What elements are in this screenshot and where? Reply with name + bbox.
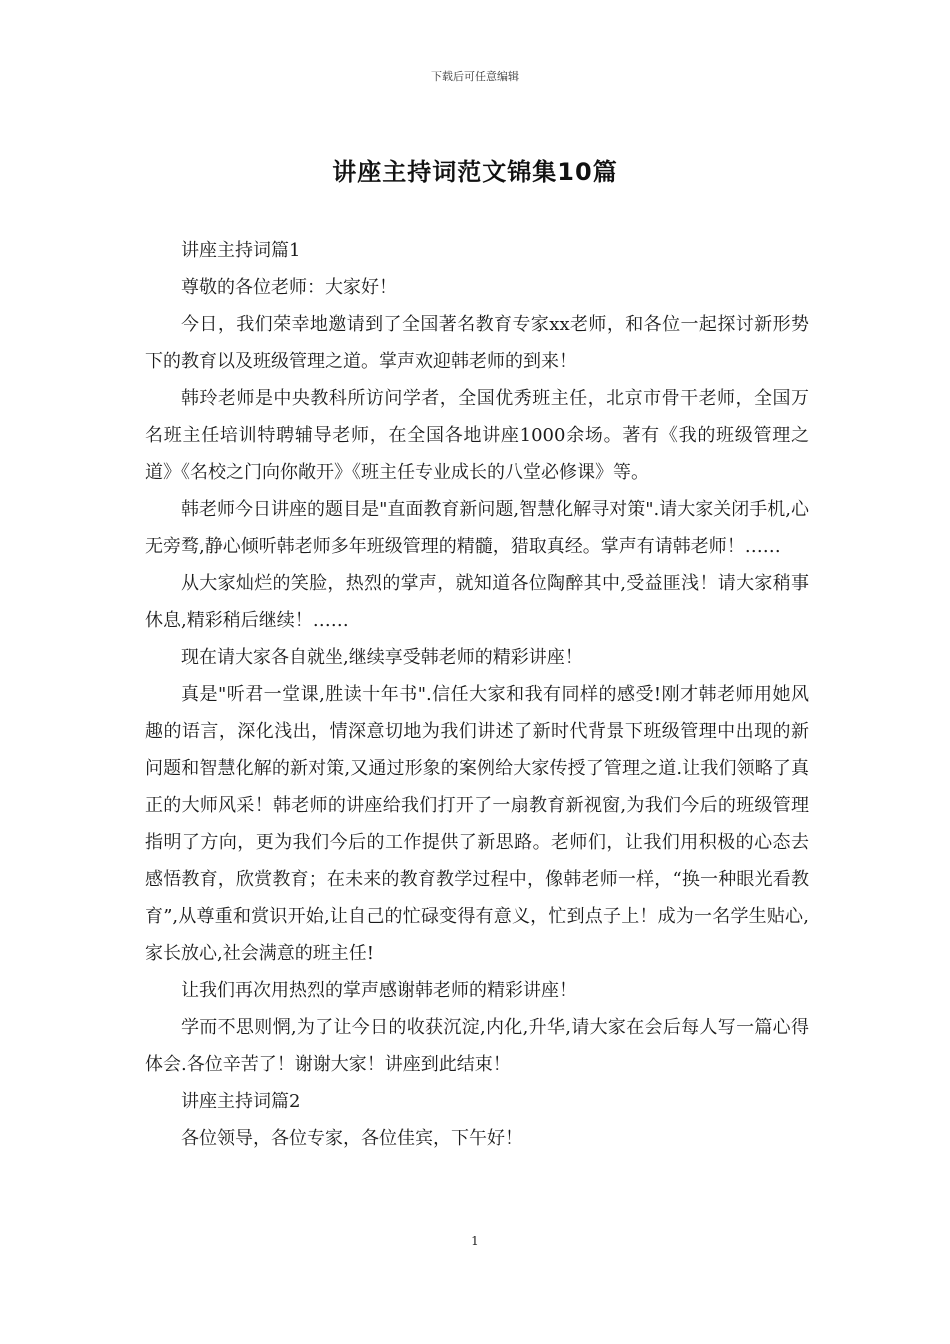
paragraph: 让我们再次用热烈的掌声感谢韩老师的精彩讲座！ bbox=[181, 980, 577, 1001]
paragraph: 学而不思则惘,为了让今日的收获沉淀,内化,升华,请大家在会后每人写一篇心得体会.各位辛苦了！谢谢大家！讲座到此结束！ bbox=[145, 1017, 809, 1075]
paragraph: 韩玲老师是中央教科所访问学者，全国优秀班主任，北京市骨干老师，全国万名班主任培训特聘辅导老师，在全国各地讲座1000余场。著有《我的班级管理之道》《名校之门向你敞开》《班主任专业成长的八堂必修课》等。 bbox=[145, 388, 809, 483]
section-heading: 讲座主持词篇1 bbox=[181, 240, 301, 261]
paragraph: 尊敬的各位老师：大家好！ bbox=[181, 277, 397, 298]
paragraph: 今日，我们荣幸地邀请到了全国著名教育专家xx老师，和各位一起探讨新形势下的教育以及班级管理之道。掌声欢迎韩老师的到来！ bbox=[145, 314, 809, 372]
document-title: 讲座主持词范文锦集10篇 bbox=[332, 158, 618, 186]
paragraph: 现在请大家各自就坐,继续享受韩老师的精彩讲座！ bbox=[181, 647, 583, 668]
paragraph: 从大家灿烂的笑脸，热烈的掌声，就知道各位陶醉其中,受益匪浅！请大家稍事休息,精彩稍后继续！…… bbox=[145, 573, 809, 631]
paragraph: 真是"听君一堂课,胜读十年书".信任大家和我有同样的感受!刚才韩老师用她风趣的语言，深化浅出，情深意切地为我们讲述了新时代背景下班级管理中出现的新问题和智慧化解的新对策,又通过形象的案例给大家传授了管理之道.让我们领略了真正的大师风采！韩老师的讲座给我们打开了一扇教育新视窗,为我们今后的班级管理指明了方向，更为我们今后的工作提供了新思路。老师们，让我们用积极的心态去感悟教育，欣赏教育；在未来的教育教学过程中，像韩老师一样，“换一种眼光看教育”,从尊重和赏识开始,让自己的忙碌变得有意义，忙到点子上！成为一名学生贴心,家长放心,社会满意的班主任! bbox=[145, 684, 809, 964]
document-body bbox=[145, 232, 809, 1157]
section-heading: 讲座主持词篇2 bbox=[181, 1091, 301, 1112]
page-number: 1 bbox=[471, 1234, 479, 1248]
paragraph: 各位领导，各位专家，各位佳宾，下午好！ bbox=[181, 1128, 523, 1149]
paragraph: 韩老师今日讲座的题目是"直面教育新问题,智慧化解寻对策".请大家关闭手机,心无旁骛,静心倾听韩老师多年班级管理的精髓，猎取真经。掌声有请韩老师！…… bbox=[145, 499, 809, 557]
header-note: 下载后可任意编辑 bbox=[431, 70, 519, 83]
